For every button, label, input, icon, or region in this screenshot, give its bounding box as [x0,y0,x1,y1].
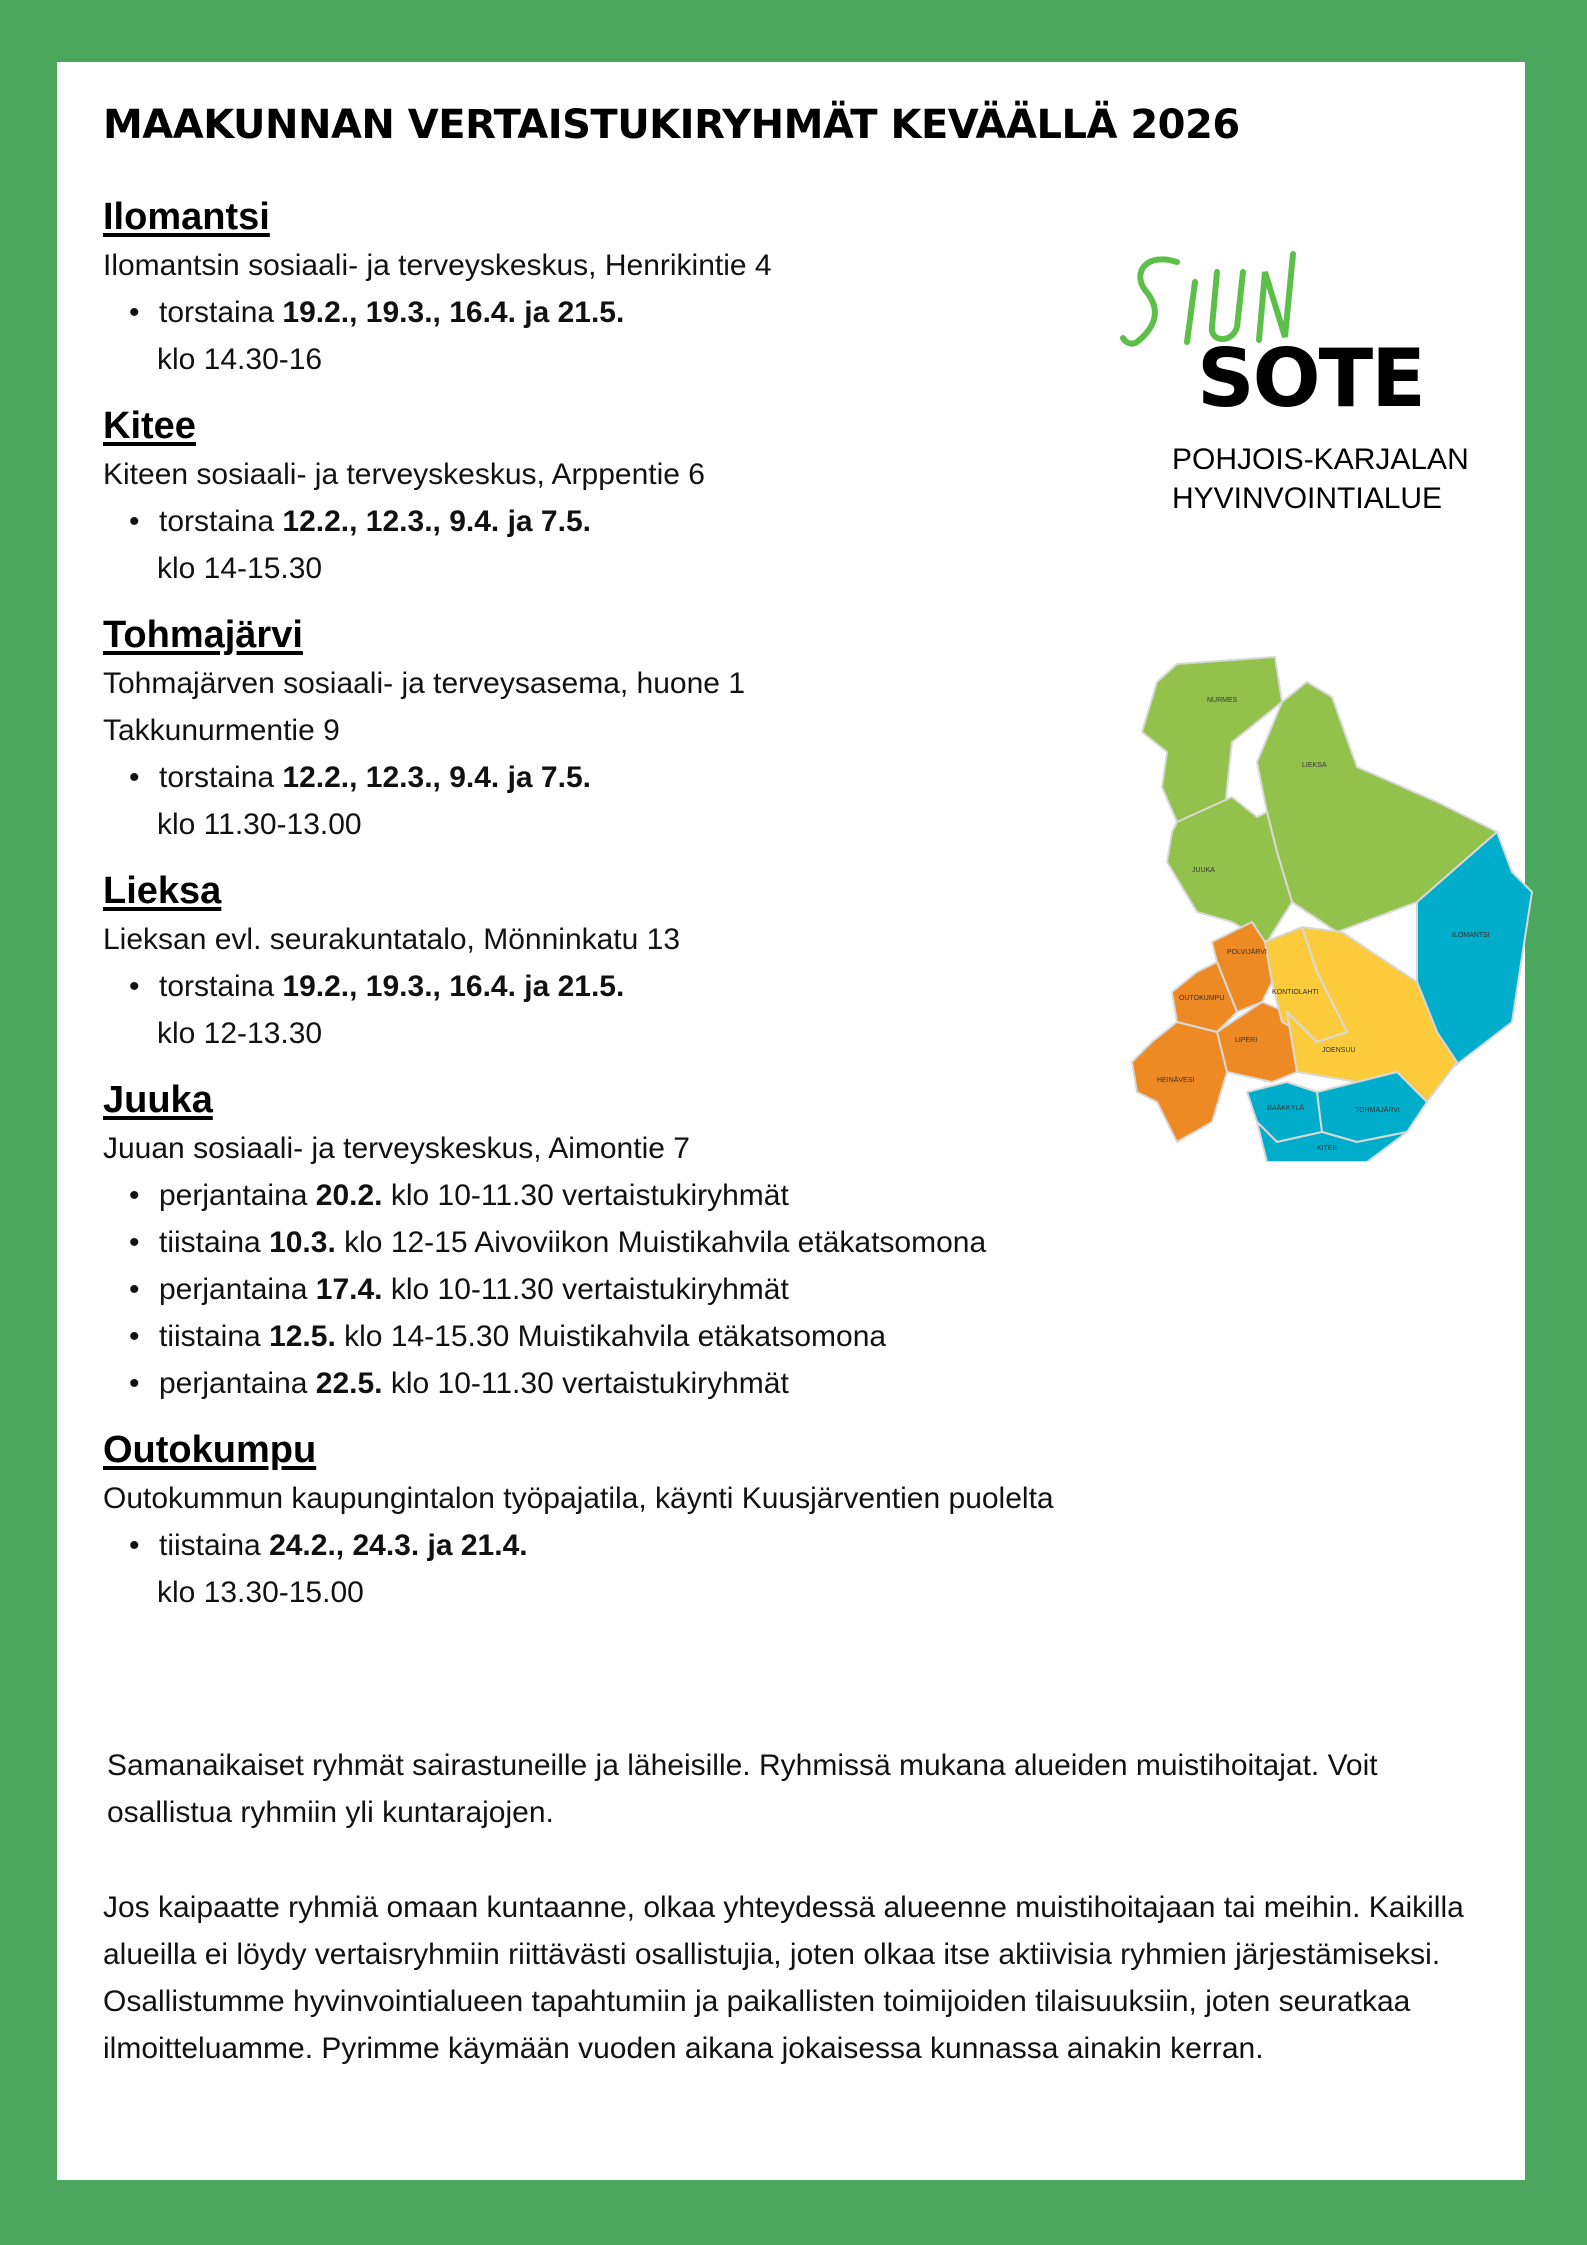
region-line-1: POHJOIS-KARJALAN [1172,443,1469,476]
section-address: Tohmajärven sosiaali- ja terveysasema, huone 1 [103,667,745,700]
weekday: tiistaina [159,1529,270,1562]
dates: 12.2., 12.3., 9.4. ja 7.5. [282,505,591,538]
section-time: klo 14.30-16 [157,343,323,376]
details: klo 12-15 Aivoviikon Muistikahvila etäkatsomona [335,1226,987,1259]
map-label: JUUKA [1192,867,1215,874]
section-address: Ilomantsin sosiaali- ja terveyskeskus, Henrikintie 4 [103,249,772,282]
weekday: perjantaina [159,1273,316,1306]
section-title: Kitee [103,405,196,447]
map-label: ILOMANTSI [1452,932,1490,939]
info-paragraph-2: Jos kaipaatte ryhmiä omaan kuntaanne, olkaa yhteydessä alueenne muistihoitajaan tai meihin. Kaikilla alueilla ei löydy vertaisryhmiin riittävästi osallistujia, joten olkaa itse aktiivisia ryhmien järjestämiseksi. Osallistumme hyvinvointialueen tapahtumiin ja paikallisten toimijoiden tilaisuuksiin, joten seuratkaa ilmoitteluamme. Pyrimme käymään vuoden aikana jokaisessa kunnassa ainakin kerran. [103,1891,1464,2065]
section-title: Juuka [103,1079,213,1121]
dates: 12.2., 12.3., 9.4. ja 7.5. [282,761,591,794]
map-label: HEINÄVESI [1157,1077,1195,1084]
bullet-icon: • [129,296,140,329]
schedule-list [103,498,1253,545]
page-title: MAAKUNNAN VERTAISTUKIRYHMÄT KEVÄÄLLÄ 2026 [103,102,1240,148]
region-map [1117,602,1537,1162]
section-title: Outokumpu [103,1429,317,1471]
schedule-item [129,1219,1253,1266]
section-time: klo 12-13.30 [157,1017,323,1050]
dates: 10.3. [269,1226,336,1259]
section-address: Outokummun kaupungintalon työpajatila, käynti Kuusjärventien puolelta [103,1482,1054,1515]
schedule-item [129,963,1253,1010]
dates: 17.4. [315,1273,383,1306]
map-label: KONTIOLAHTI [1272,989,1319,996]
details: klo 14-15.30 Muistikahvila etäkatsomona [335,1320,887,1353]
schedule-item [129,1360,1253,1407]
section-kitee [103,401,1253,592]
bullet-icon: • [129,1273,140,1306]
section-lieksa [103,866,1253,1057]
region-name [1172,440,1469,518]
details: klo 10-11.30 vertaistukiryhmät [382,1179,789,1212]
bullet-icon: • [129,1226,140,1259]
section-title: Ilomantsi [103,196,270,238]
map-label: RÄÄKKYLÄ [1267,1105,1304,1112]
map-nurmes [1142,657,1282,822]
schedule-list [103,289,1253,336]
details: klo 10-11.30 vertaistukiryhmät [382,1273,789,1306]
schedule-item [129,1172,1253,1219]
map-label: NURMES [1207,697,1238,704]
weekday: perjantaina [159,1179,316,1212]
dates: 24.2., 24.3. ja 21.4. [269,1529,528,1562]
schedule-item [129,498,1253,545]
siun-sote-logo [1117,242,1497,582]
dates: 22.5. [315,1367,383,1400]
weekday: torstaina [159,296,283,329]
map-label: TOHMAJÄRVI [1355,1107,1400,1114]
section-title: Lieksa [103,870,222,912]
section-address: Juuan sosiaali- ja terveyskeskus, Aimontie 7 [103,1132,690,1165]
section-address: Lieksan evl. seurakuntatalo, Mönninkatu 13 [103,923,681,956]
section-address: Kiteen sosiaali- ja terveyskeskus, Arppentie 6 [103,458,705,491]
schedule-list [103,963,1253,1010]
region-line-2: HYVINVOINTIALUE [1172,482,1443,515]
section-outokumpu [103,1425,1253,1616]
bullet-icon: • [129,505,140,538]
poster-panel [57,62,1525,2180]
section-time: klo 11.30-13.00 [157,808,362,841]
section-ilomantsi [103,192,1253,383]
bullet-icon: • [129,1367,140,1400]
map-label: JOENSUU [1322,1047,1356,1054]
weekday: tiistaina [159,1226,270,1259]
bullet-icon: • [129,1179,140,1212]
schedule-item [129,1522,1253,1569]
section-time: klo 13.30-15.00 [157,1576,364,1609]
section-time: klo 14-15.30 [157,552,323,585]
map-label: OUTOKUMPU [1179,995,1225,1002]
weekday: torstaina [159,761,283,794]
dates: 20.2. [315,1179,383,1212]
sections [103,192,1253,1634]
dates: 19.2., 19.3., 16.4. ja 21.5. [282,970,625,1003]
schedule-list [103,1172,1253,1407]
section-address: Takkunurmentie 9 [103,714,340,747]
schedule-item [129,1266,1253,1313]
map-label: LIPERI [1235,1037,1258,1044]
schedule-item [129,1313,1253,1360]
schedule-list [103,754,1253,801]
bullet-icon: • [129,1320,140,1353]
section-title: Tohmajärvi [103,614,303,656]
map-label: POLVIJÄRVI [1227,949,1267,956]
dates: 19.2., 19.3., 16.4. ja 21.5. [282,296,625,329]
schedule-list [103,1522,1253,1569]
bullet-icon: • [129,761,140,794]
details: klo 10-11.30 vertaistukiryhmät [382,1367,789,1400]
map-label: LIEKSA [1302,762,1327,769]
weekday: tiistaina [159,1320,270,1353]
map-label: KITEE [1317,1145,1338,1152]
weekday: torstaina [159,970,283,1003]
bullet-icon: • [129,1529,140,1562]
section-tohmajärvi [103,610,1253,848]
info-paragraph-1: Samanaikaiset ryhmät sairastuneille ja läheisille. Ryhmissä mukana alueiden muistihoitajat. Voit osallistua ryhmiin yli kuntarajojen. [107,1749,1378,1829]
dates: 12.5. [269,1320,336,1353]
weekday: torstaina [159,505,283,538]
bullet-icon: • [129,970,140,1003]
schedule-item [129,289,1253,336]
map-raakkyla [1247,1082,1322,1142]
sote-logo-text: SOTE [1197,332,1424,425]
schedule-item [129,754,1253,801]
section-juuka [103,1075,1253,1407]
weekday: perjantaina [159,1367,316,1400]
